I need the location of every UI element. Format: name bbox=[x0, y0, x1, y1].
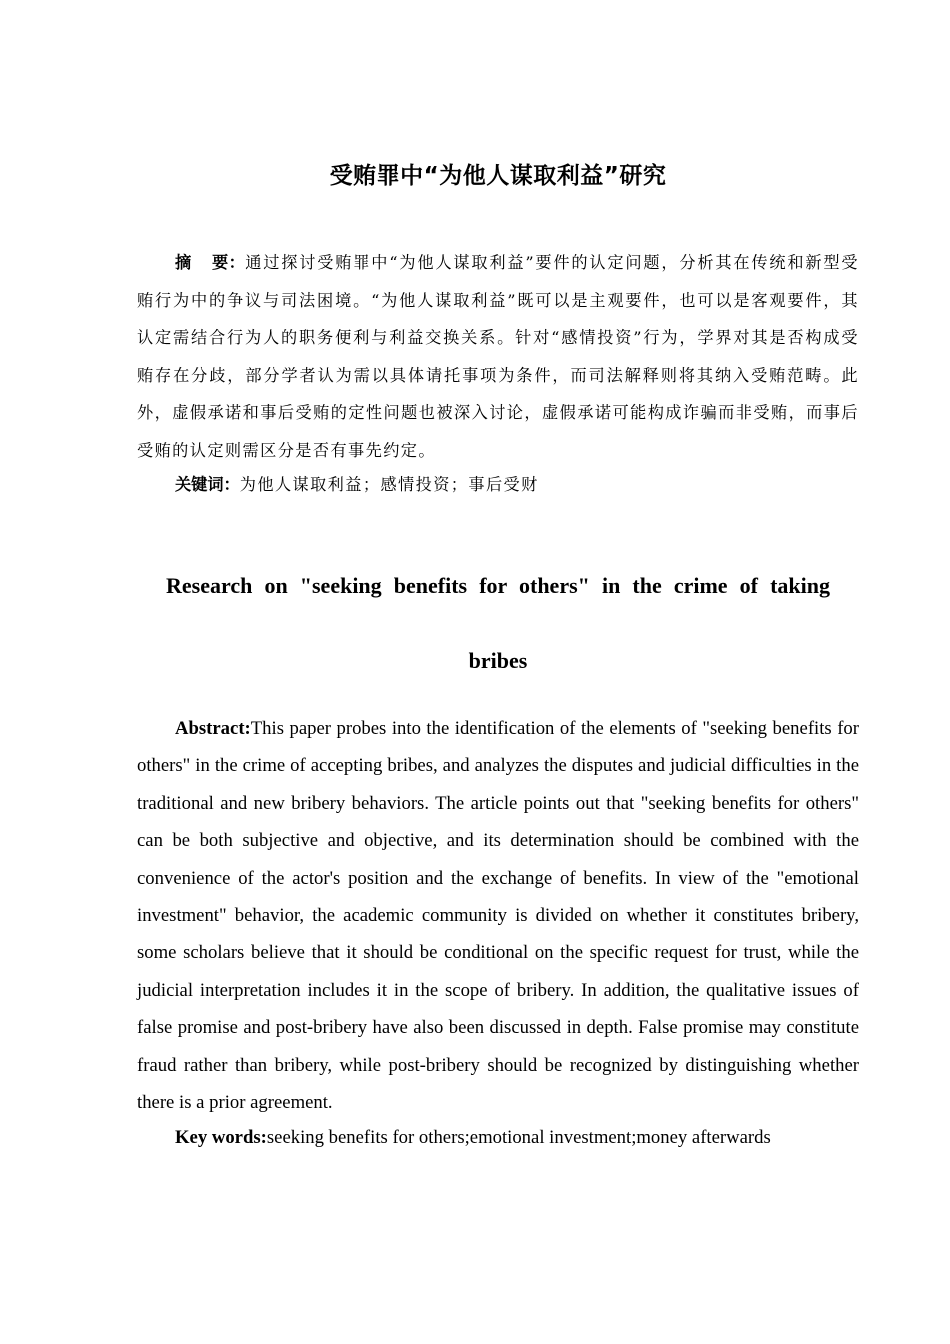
english-title: Research on "seeking benefits for others" in the crime of taking bribes bbox=[166, 573, 830, 673]
chinese-keywords-label: 关键词： bbox=[175, 475, 240, 494]
chinese-abstract-label bbox=[175, 253, 245, 272]
english-abstract bbox=[137, 710, 859, 1121]
chinese-abstract-label-second-part: 要： bbox=[211, 253, 246, 272]
english-abstract-label: Abstract: bbox=[175, 718, 251, 739]
english-keywords-text: seeking benefits for others;emotional investment;money afterwards bbox=[266, 1127, 771, 1148]
chinese-abstract-text: 通过探讨受贿罪中“为他人谋取利益”要件的认定问题，分析其在传统和新型受贿行为中的争议与司法困境。“为他人谋取利益”既可以是主观要件，也可以是客观要件，其认定需结合行为人的职务便利与利益交换关系。针对“感情投资”行为，学界对其是否构成受贿存在分歧，部分学者认为需以具体请托事项为条件，而司法解释则将其纳入受贿范畴。此外，虚假承诺和事后受贿的定性问题也被深入讨论，虚假承诺可能构成诈骗而非受贿，而事后受贿的认定则需区分是否有事先约定。 bbox=[137, 253, 860, 460]
chinese-abstract bbox=[137, 244, 859, 469]
chinese-keywords-text: 为他人谋取利益；感情投资；事后受财 bbox=[239, 475, 539, 494]
english-keywords bbox=[175, 1121, 865, 1155]
english-keywords-label: Key words: bbox=[175, 1127, 267, 1148]
english-abstract-text: This paper probes into the identification of the elements of "seeking benefits for others" in the crime of accepting bribes, and analyzes the disputes and judicial difficulties in the traditional and new bribery behaviors. The article points out that "seeking benefits for others" can be both subjective and objective, and its determination should be combined with the convenience of the actor's position and the exchange of benefits. In view of the "emotional investment" behavior, the academic community is divided on whether it constitutes bribery, some scholars believe that it should be conditional on the specific request for trust, while the judicial interpretation includes it in the scope of bribery. In addition, the qualitative issues of false promise and post-bribery have also been discussed in depth. False promise may constitute fraud rather than bribery, while post-bribery should be recognized by distinguishing whether there is a prior agreement. bbox=[137, 718, 859, 1114]
chinese-keywords bbox=[175, 471, 865, 499]
chinese-abstract-label-first-char: 摘 bbox=[175, 253, 192, 272]
chinese-title: 受贿罪中“为他人谋取利益”研究 bbox=[329, 163, 667, 189]
